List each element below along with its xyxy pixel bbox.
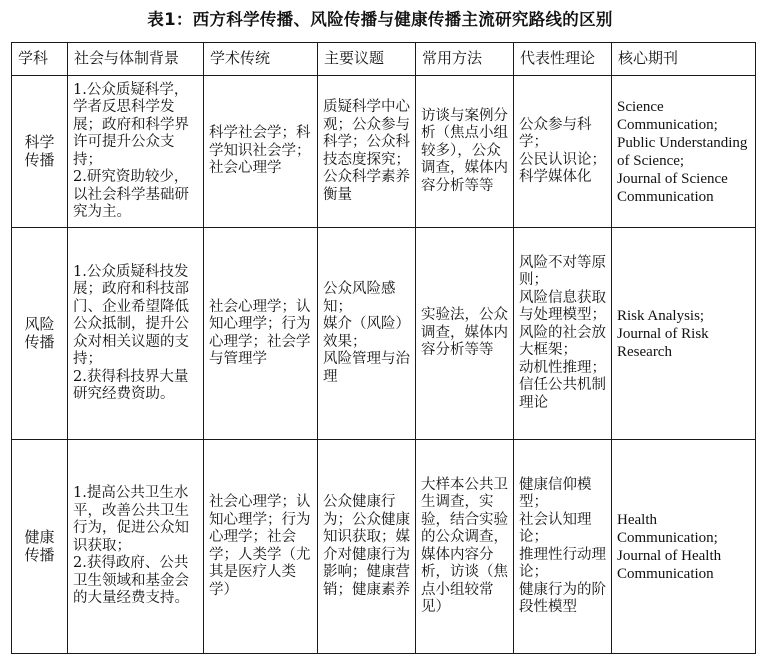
cell-journals: Risk Analysis; Journal of Risk Research [612, 228, 756, 440]
table-row-science [12, 76, 756, 228]
cell-tradition: 科学社会学；科学知识社会学；社会心理学 [204, 76, 318, 228]
header-journals: 核心期刊 [612, 43, 756, 76]
cell-issues: 质疑科学中心观；公众参与科学；公众科技态度探究；公众科学素养衡量 [318, 76, 416, 228]
header-issues: 主要议题 [318, 43, 416, 76]
comparison-table [11, 42, 756, 654]
cell-methods: 大样本公共卫生调查，实验，结合实验的公众调查，媒体内容分析，访谈（焦点小组较常见） [416, 440, 514, 654]
cell-background: 1.提高公共卫生水平，改善公共卫生行为，促进公众知识获取； 2.获得政府、公共卫生领域和基金会的大量经费支持。 [68, 440, 204, 654]
cell-methods: 实验法，公众调查，媒体内容分析等等 [416, 228, 514, 440]
header-subject: 学科 [12, 43, 68, 76]
header-theories: 代表性理论 [514, 43, 612, 76]
cell-theories: 健康信仰模型； 社会认知理论； 推理性行动理论； 健康行为的阶段性模型 [514, 440, 612, 654]
cell-journals: Health Communication; Journal of Health Communication [612, 440, 756, 654]
cell-background: 1.公众质疑科技发展；政府和科技部门、企业希望降低公众抵制，提升公众对相关议题的支持； 2.获得科技界大量研究经费资助。 [68, 228, 204, 440]
header-row [12, 43, 756, 76]
cell-journals: Science Communication; Public Understanding of Science; Journal of Science Communication [612, 76, 756, 228]
cell-subject: 健康 传播 [12, 440, 68, 654]
cell-background: 1.公众质疑科学，学者反思科学发展；政府和科学界许可提升公众支持； 2.研究资助较少，以社会科学基础研究为主。 [68, 76, 204, 228]
table-row-risk [12, 228, 756, 440]
header-methods: 常用方法 [416, 43, 514, 76]
cell-issues: 公众风险感知； 媒介（风险）效果； 风险管理与治理 [318, 228, 416, 440]
header-tradition: 学术传统 [204, 43, 318, 76]
cell-tradition: 社会心理学；认知心理学；行为心理学；社会学；人类学（尤其是医疗人类学） [204, 440, 318, 654]
table-row-health [12, 440, 756, 654]
header-background: 社会与体制背景 [68, 43, 204, 76]
cell-theories: 公众参与科学； 公民认识论； 科学媒体化 [514, 76, 612, 228]
cell-subject: 科学 传播 [12, 76, 68, 228]
cell-methods: 访谈与案例分析（焦点小组较多），公众调查，媒体内容分析等等 [416, 76, 514, 228]
cell-tradition: 社会心理学；认知心理学；行为心理学；社会学与管理学 [204, 228, 318, 440]
cell-theories: 风险不对等原则； 风险信息获取与处理模型； 风险的社会放大框架； 动机性推理； 信任公共机制理论 [514, 228, 612, 440]
table-title: 表1：西方科学传播、风险传播与健康传播主流研究路线的区别 [147, 10, 613, 29]
cell-issues: 公众健康行为；公众健康知识获取；媒介对健康行为影响；健康营销；健康素养 [318, 440, 416, 654]
cell-subject: 风险 传播 [12, 228, 68, 440]
